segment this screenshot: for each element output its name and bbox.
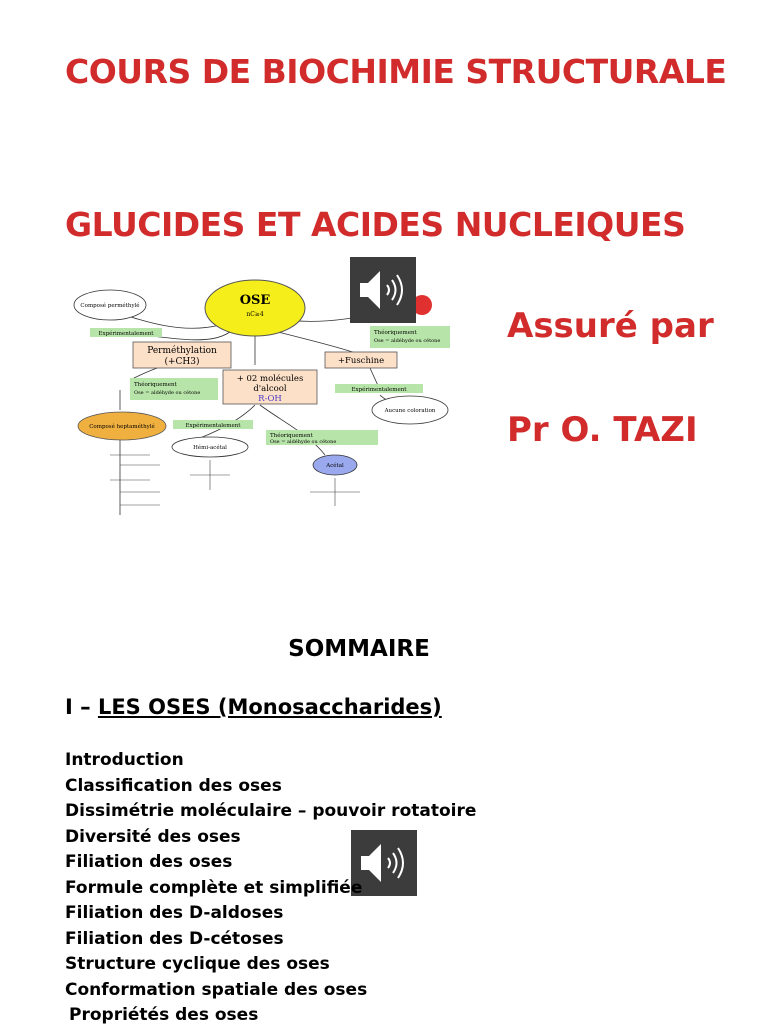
- node-acetal: Acétal: [326, 463, 344, 469]
- toc-item: Diversité des oses: [65, 826, 241, 847]
- section-heading: [65, 695, 442, 719]
- course-title: COURS DE BIOCHIMIE STRUCTURALE: [65, 52, 727, 91]
- author-label: Assuré par: [507, 306, 714, 346]
- toc-item: Formule complète et simplifiée: [65, 877, 363, 898]
- box-ch3: (+CH3): [164, 357, 200, 367]
- node-hemi-acetal: Hémi-acétal: [193, 445, 227, 451]
- label-experimentalement-1: Expérimentalement: [98, 331, 154, 337]
- toc-item: Filiation des oses: [65, 852, 233, 872]
- label-theoriquement-2: Théoriquement: [134, 382, 177, 388]
- label-theoriquement-1: Théoriquement: [374, 330, 417, 336]
- author-name: Pr O. TAZI: [507, 410, 698, 450]
- label-experimentalement-2: Expérimentalement: [351, 387, 407, 393]
- node-compose-permethyle: Composé perméthylé: [80, 303, 140, 309]
- section-title: LES OSES (Monosaccharides): [97, 695, 442, 719]
- node-ose-sub: nC≥4: [246, 311, 264, 318]
- node-ose: OSE: [239, 293, 271, 308]
- label-ose-aldehyde-2: Ose = aldéhyde ou cétone: [134, 390, 201, 396]
- box-permethylation: Perméthylation: [147, 346, 217, 356]
- toc-item: Structure cyclique des oses: [65, 954, 330, 974]
- section-number: I –: [65, 695, 91, 719]
- table-of-contents: [65, 748, 476, 1029]
- course-subtitle: GLUCIDES ET ACIDES NUCLEIQUES: [65, 205, 686, 244]
- speaker-icon: [350, 257, 416, 323]
- box-alcool-3: R-OH: [258, 394, 282, 404]
- box-alcool-1: + 02 molécules: [236, 374, 304, 384]
- toc-item: Dissimétrie moléculaire – pouvoir rotatoire: [65, 801, 477, 821]
- node-aucune-coloration: Aucune coloration: [384, 408, 436, 414]
- label-experimentalement-3: Expérimentalement: [185, 423, 241, 429]
- summary-heading: SOMMAIRE: [288, 636, 430, 662]
- label-ose-aldehyde-1: Ose = aldéhyde ou cétone: [374, 338, 441, 344]
- toc-item: Classification des oses: [65, 775, 282, 796]
- node-compose-heptamethyle: Composé heptaméthylé: [89, 424, 155, 430]
- toc-item: Filiation des D-aldoses: [65, 903, 284, 923]
- toc-item: Introduction: [65, 750, 184, 770]
- box-alcool-2: d'alcool: [253, 384, 287, 394]
- toc-item: Conformation spatiale des oses: [65, 979, 368, 1000]
- toc-item: Propriétés des oses: [69, 1005, 259, 1025]
- label-theoriquement-3: Théoriquement: [270, 433, 313, 439]
- box-fuschine: +Fuschine: [337, 356, 385, 366]
- toc-item: Filiation des D-cétoses: [65, 928, 284, 949]
- audio-button-1[interactable]: [350, 257, 416, 323]
- label-ose-aldehyde-3: Ose = aldéhyde ou cétone: [270, 439, 337, 445]
